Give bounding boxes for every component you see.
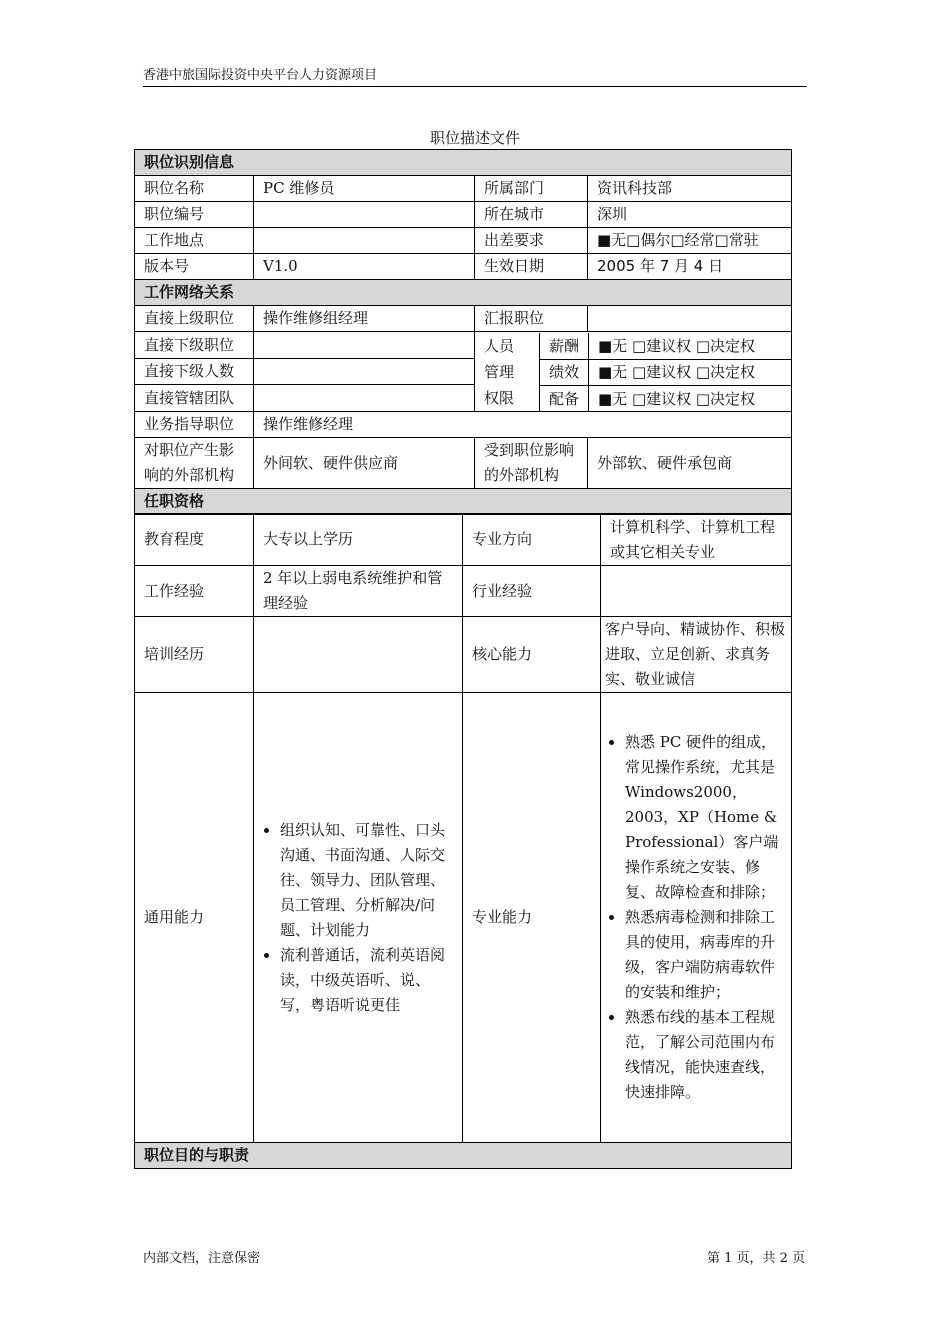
field-value: V1.0 — [254, 254, 475, 280]
field-value: 客户导向、精诚协作、积极进取、立足创新、求真务实、敬业诚信 — [601, 617, 792, 693]
field-value: 外部软、硬件承包商 — [588, 438, 792, 489]
field-value: ■无□偶尔□经常□常驻 — [588, 228, 792, 254]
field-label: 工作经验 — [135, 566, 254, 617]
field-label: 专业能力 — [463, 693, 601, 1143]
field-label: 专业方向 — [463, 514, 601, 566]
document-title: 职位描述文件 — [429, 129, 520, 147]
field-label: 对职位产生影响的外部机构 — [135, 438, 254, 489]
field-value: 外间软、硬件供应商 — [254, 438, 475, 489]
field-label: 直接下级职位 — [135, 332, 253, 359]
sub-values-cell — [254, 332, 475, 412]
field-value: 深圳 — [588, 202, 792, 228]
field-label: 直接上级职位 — [135, 306, 254, 332]
section-heading: 职位识别信息 — [135, 150, 792, 176]
field-label: 版本号 — [135, 254, 254, 280]
page-number: 第 1 页，共 2 页 — [707, 1251, 806, 1266]
list-item: • 熟悉 PC 硬件的组成，常见操作系统，尤其是 Windows2000，2003，XP（Home & Professional）客户端操作系统之安装、修复、故障检查和排除； — [625, 730, 785, 905]
info-table — [134, 149, 792, 515]
field-label: 职位名称 — [135, 176, 254, 202]
field-value: 操作维修组经理 — [254, 306, 475, 332]
footer-confidential: 内部文档，注意保密 — [143, 1251, 261, 1266]
sub-labels-cell — [135, 332, 254, 412]
field-value — [588, 306, 792, 332]
field-label: 汇报职位 — [475, 306, 588, 332]
field-value: 资讯科技部 — [588, 176, 792, 202]
field-label: 行业经验 — [463, 566, 601, 617]
field-label: 核心能力 — [463, 617, 601, 693]
list-item: • 熟悉病毒检测和排除工具的使用，病毒库的升级，客户端防病毒软件的安装和维护； — [625, 905, 785, 1005]
field-label: 受到职位影响的外部机构 — [475, 438, 588, 489]
field-label: 生效日期 — [475, 254, 588, 280]
field-value: 2 年以上弱电系统维护和管理经验 — [254, 566, 463, 617]
section-heading: 任职资格 — [135, 489, 792, 515]
field-label: 职位编号 — [135, 202, 254, 228]
field-value: PC 维修员 — [254, 176, 475, 202]
list-item: • 流利普通话，流利英语阅读，中级英语听、说、写，粤语听说更佳 — [280, 943, 453, 1018]
field-value — [601, 566, 792, 617]
page-header: 香港中旅国际投资中央平台人力资源项目 — [143, 64, 807, 87]
field-value — [254, 359, 474, 385]
section-heading: 职位目的与职责 — [135, 1143, 792, 1169]
field-value: 操作维修经理 — [254, 412, 792, 438]
field-label: 业务指导职位 — [135, 412, 254, 438]
field-label: 出差要求 — [475, 228, 588, 254]
list-item: • 熟悉布线的基本工程规范，了解公司范围内布线情况，能快速查线，快速排障。 — [625, 1005, 785, 1105]
field-label: 所在城市 — [475, 202, 588, 228]
authority-cell — [475, 332, 792, 412]
field-label: 教育程度 — [135, 514, 254, 566]
field-label: 所属部门 — [475, 176, 588, 202]
professional-ability-list — [601, 693, 792, 1143]
field-label: 工作地点 — [135, 228, 254, 254]
field-label: 通用能力 — [135, 693, 254, 1143]
field-value — [254, 617, 463, 693]
field-value: 大专以上学历 — [254, 514, 463, 566]
field-value: 计算机科学、计算机工程或其它相关专业 — [601, 514, 792, 566]
field-label: 直接下级人数 — [135, 359, 253, 385]
field-value: 2005 年 7 月 4 日 — [588, 254, 792, 280]
list-item: • 组织认知、可靠性、口头沟通、书面沟通、人际交往、领导力、团队管理、员工管理、分析解决/问题、计划能力 — [280, 818, 453, 943]
field-value — [254, 228, 475, 254]
field-value — [254, 202, 475, 228]
qualification-table — [134, 513, 792, 1169]
authority-keys: 薪酬 绩效 配备 — [540, 333, 589, 411]
field-label: 直接管辖团队 — [144, 389, 235, 407]
section-heading: 工作网络关系 — [135, 280, 792, 306]
authority-label: 人员 管理 权限 — [475, 333, 540, 411]
field-value — [254, 332, 474, 359]
field-value — [254, 385, 474, 411]
general-ability-list — [254, 693, 463, 1143]
field-label: 培训经历 — [135, 617, 254, 693]
authority-values: ■无 □建议权 □决定权 ■无 □建议权 □决定权 ■无 □建议权 □决定权 — [589, 333, 791, 411]
